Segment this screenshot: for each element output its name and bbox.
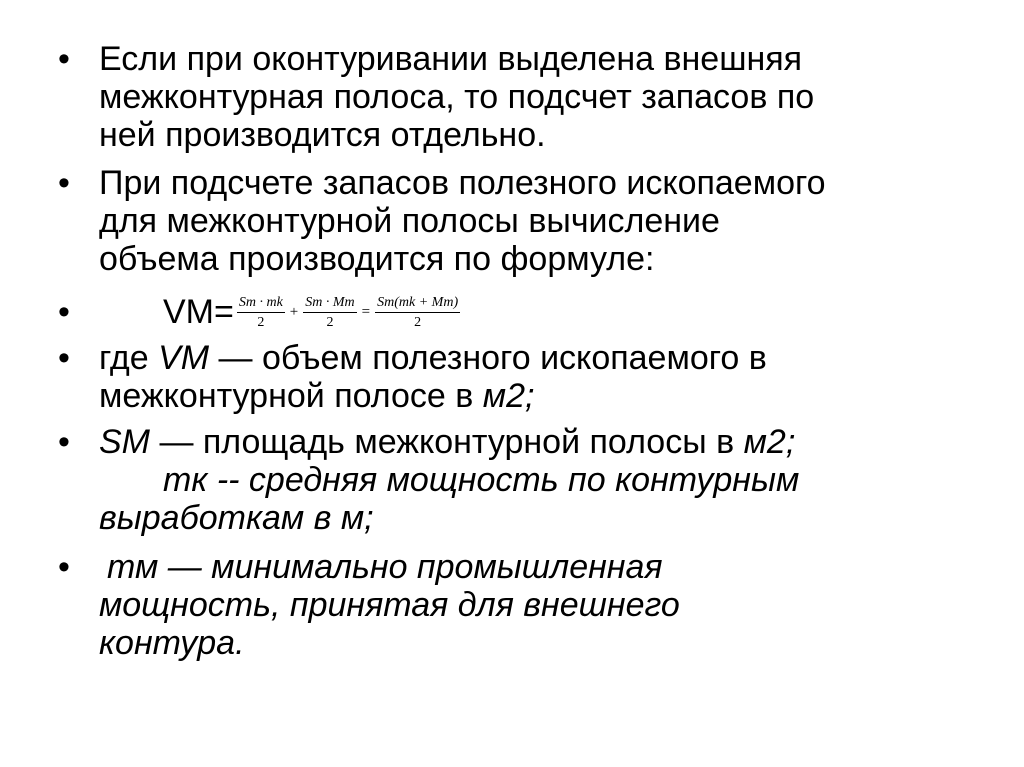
bullet-text-2 <box>99 164 979 278</box>
bullet-text-1 <box>99 40 979 154</box>
bullet-text-5 <box>99 423 979 537</box>
bullet-marker: • <box>58 423 70 461</box>
formula-fraction-1 <box>237 295 285 330</box>
text-line: контура. <box>99 624 245 662</box>
unit-text: м2; <box>482 377 535 415</box>
bullet-marker: • <box>58 40 70 78</box>
formula-plus: + <box>289 303 299 320</box>
fraction-numerator: Sm(mk + Mm) <box>375 295 460 313</box>
bullet-marker: • <box>58 339 70 377</box>
text-line: мощность, принятая для внешнего <box>99 586 680 624</box>
fraction-denominator: 2 <box>414 314 422 330</box>
text-line <box>99 377 979 415</box>
text-line: ней производится отдельно. <box>99 116 546 154</box>
text-line <box>99 548 979 586</box>
formula-fraction-3 <box>375 295 460 330</box>
fraction-denominator: 2 <box>326 314 334 330</box>
bullet-text-4 <box>99 339 979 415</box>
volume-formula <box>163 287 463 337</box>
fraction-denominator: 2 <box>257 314 265 330</box>
fraction-numerator: Sm · Mm <box>303 295 356 313</box>
text-run: где <box>99 339 159 377</box>
fraction-numerator: Sm · mk <box>237 295 285 313</box>
bullet-marker: • <box>58 164 70 202</box>
text-line: Если при оконтуривании выделена внешняя <box>99 40 803 78</box>
text-run: — объем полезного ископаемого в <box>209 339 767 377</box>
bullet-marker: • <box>58 293 70 331</box>
bullet-text-6 <box>99 548 979 662</box>
text-run: межконтурной полосе в <box>99 377 483 415</box>
text-run: тк -- средняя мощность по контурным <box>163 461 800 499</box>
text-run: тм — минимально промышленная <box>107 548 663 586</box>
bullet-marker: • <box>58 548 70 586</box>
text-line: При подсчете запасов полезного ископаемого <box>99 164 826 202</box>
formula-lhs: VM= <box>163 293 234 331</box>
text-line: выработкам в м; <box>99 499 374 537</box>
text-line: объема производится по формуле: <box>99 240 655 278</box>
formula-equals: = <box>361 303 371 320</box>
text-line: межконтурная полоса, то подсчет запасов по <box>99 78 815 116</box>
text-line <box>99 339 979 377</box>
unit-text: м2; <box>743 423 796 461</box>
text-line <box>99 461 979 499</box>
sm-symbol: SM <box>99 423 150 461</box>
formula-fraction-2 <box>303 295 356 330</box>
vm-symbol: VM <box>158 339 210 377</box>
text-line: для межконтурной полосы вычисление <box>99 202 720 240</box>
text-run: — площадь межконтурной полосы в <box>150 423 744 461</box>
text-line <box>99 423 979 461</box>
